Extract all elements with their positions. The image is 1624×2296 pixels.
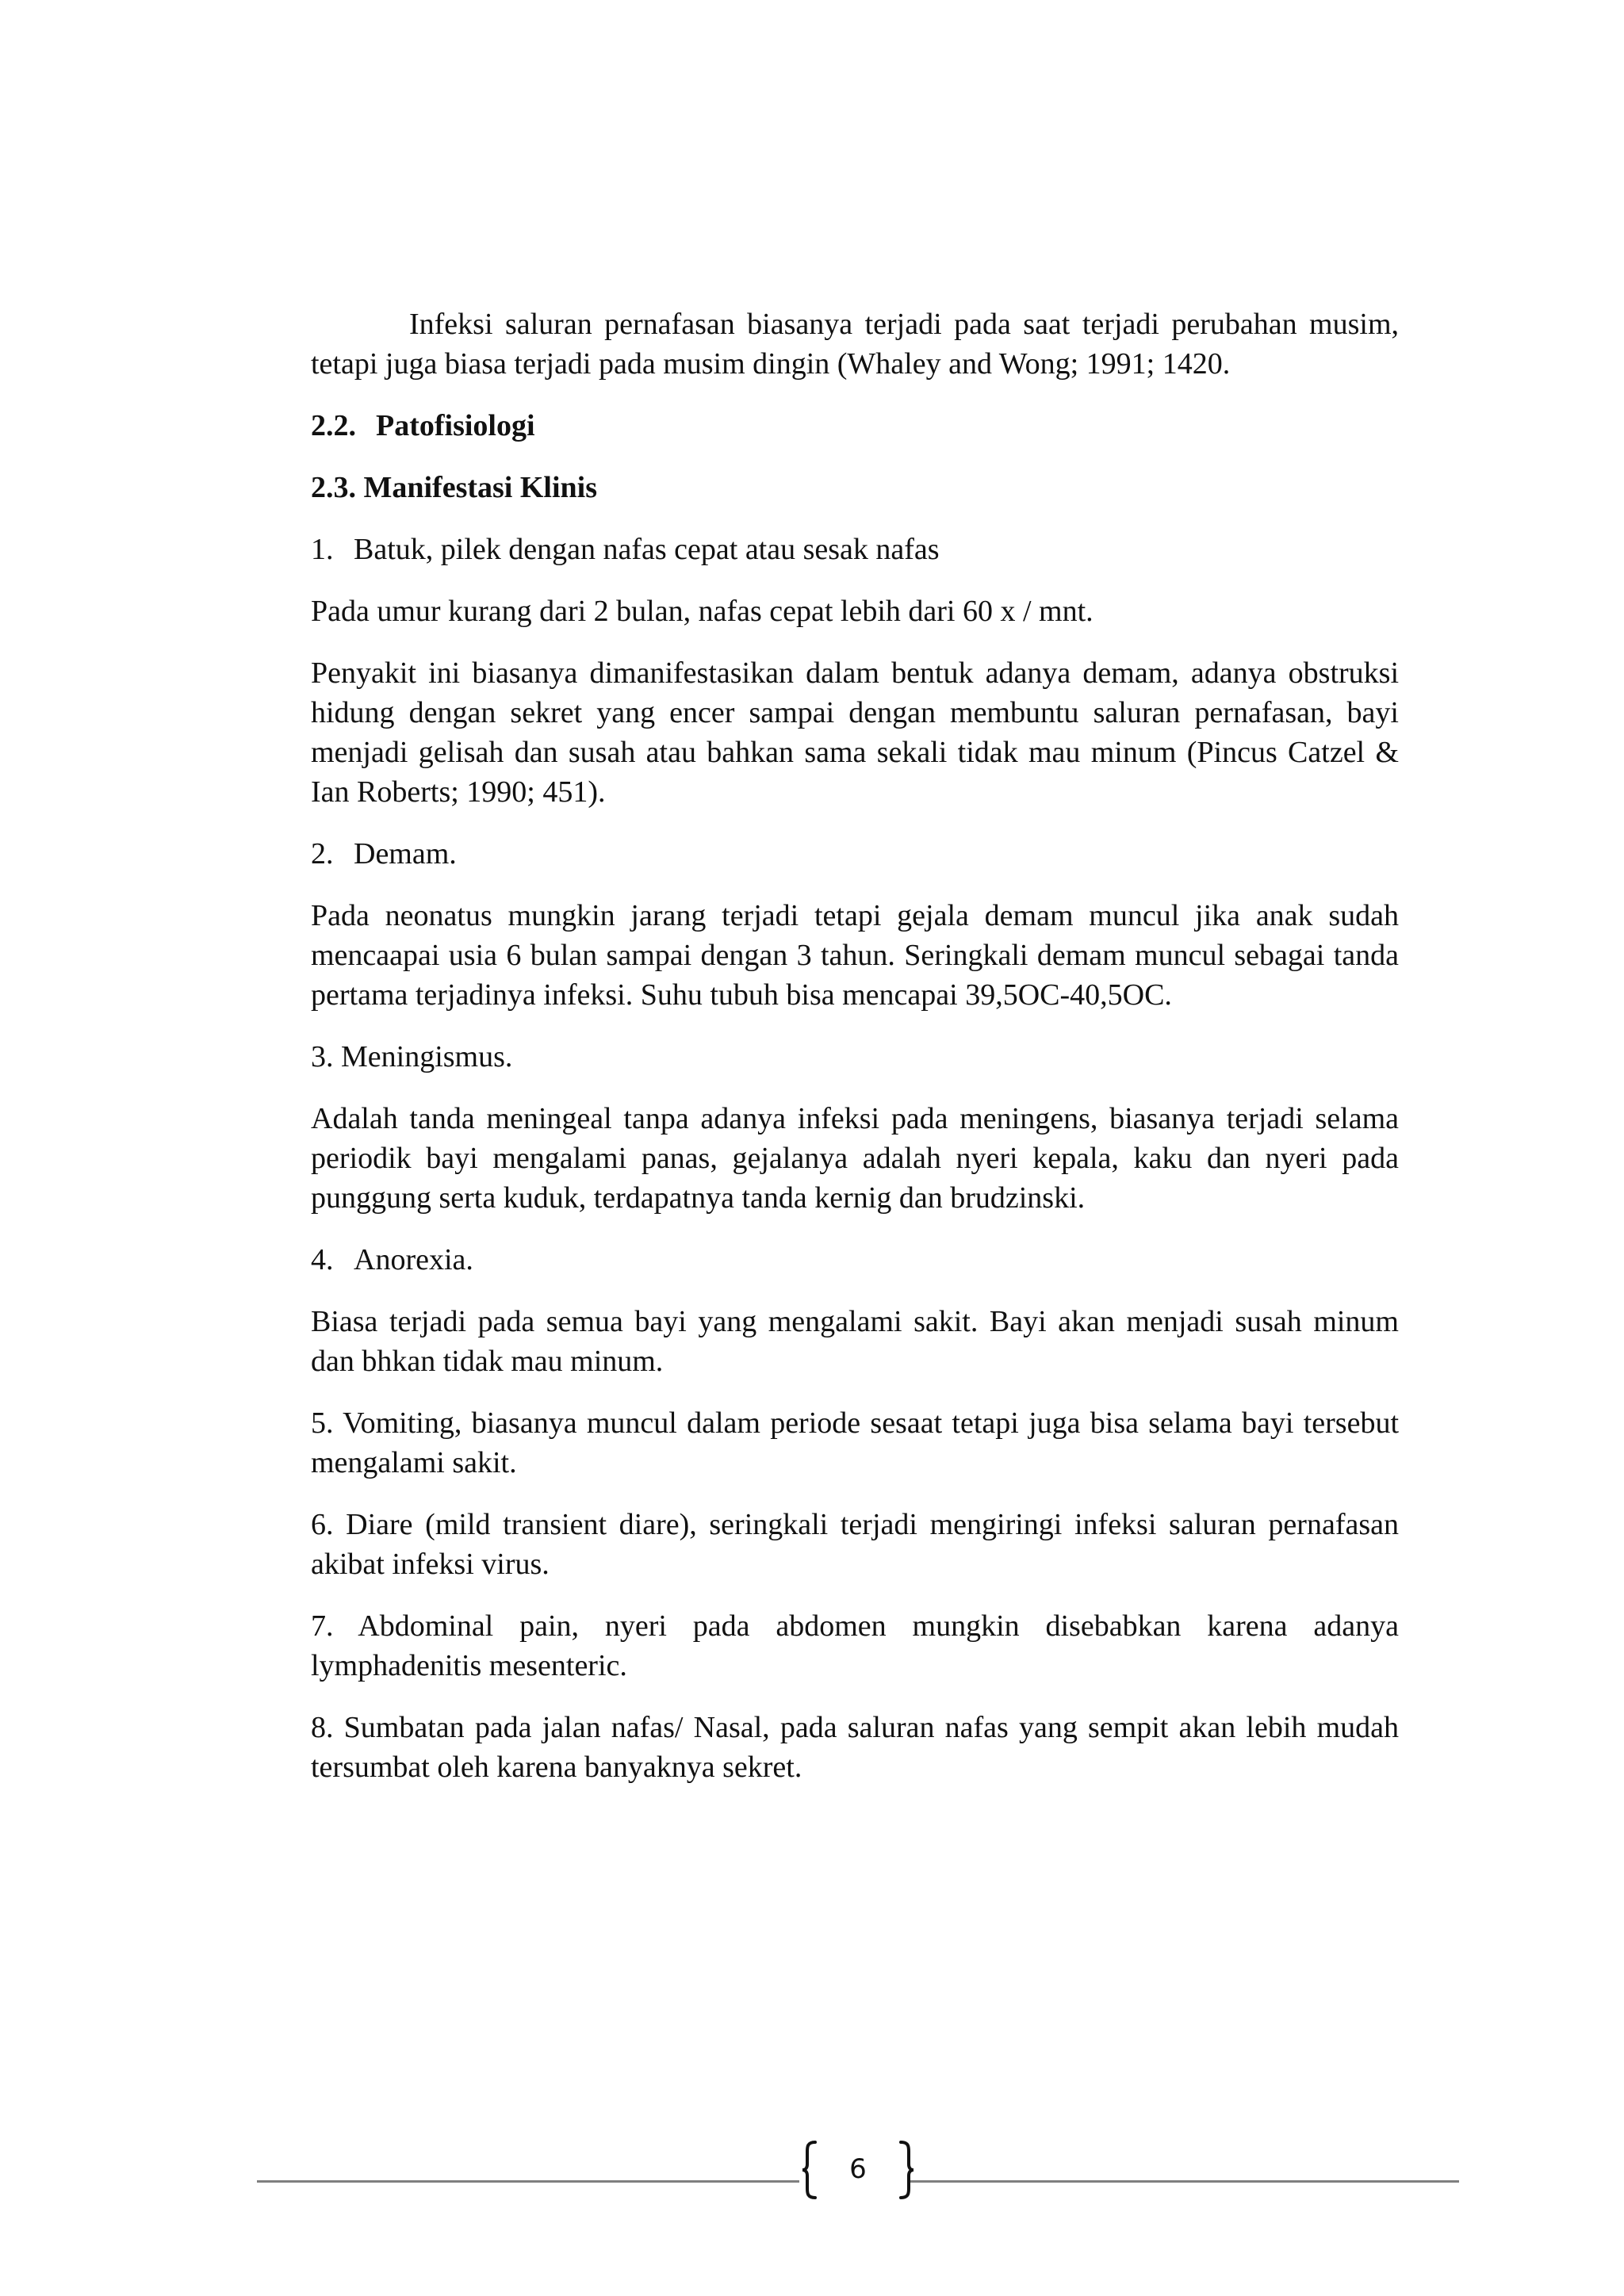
item-title: Anorexia. [354, 1243, 473, 1276]
section-number: 2.2. [311, 409, 356, 442]
page-content [311, 304, 1399, 1809]
page-footer [257, 2141, 1459, 2204]
item-number: 4. [311, 1243, 334, 1276]
item-4-paragraph: Biasa terjadi pada semua bayi yang mengalami sakit. Bayi akan menjadi susah minum dan bhkan tidak mau minum. [311, 1305, 1399, 1378]
item-3-paragraph: Adalah tanda meningeal tanpa adanya infeksi pada meningens, biasanya terjadi selama periodik bayi mengalami panas, gejalanya adalah nyeri kepala, kaku dan nyeri pada punggung serta kuduk, terdapatnya tanda kernig dan brudzinski. [311, 1102, 1399, 1215]
list-item-1 [311, 530, 1399, 569]
right-bracket-icon [898, 2141, 915, 2199]
list-item-6: 6. Diare (mild transient diare), seringkali terjadi mengiringi infeksi saluran pernafasan akibat infeksi virus. [311, 1508, 1399, 1581]
item-number: 2. [311, 837, 334, 871]
section-heading-manifestasi [311, 468, 1399, 507]
footer-rule-left [257, 2180, 799, 2183]
section-heading-patofisiologi [311, 406, 1399, 446]
item-1-paragraph-1: Pada umur kurang dari 2 bulan, nafas cepat lebih dari 60 x / mnt. [311, 595, 1094, 628]
item-number: 1. [311, 533, 334, 566]
item-title: Batuk, pilek dengan nafas cepat atau sesak nafas [354, 533, 940, 566]
item-number: 3. [311, 1040, 334, 1073]
list-item-8: 8. Sumbatan pada jalan nafas/ Nasal, pada saluran nafas yang sempit akan lebih mudah tersumbat oleh karena banyaknya sekret. [311, 1711, 1399, 1784]
list-item-4 [311, 1240, 1399, 1280]
section-title: Patofisiologi [376, 409, 535, 442]
section-number: 2.3. [311, 471, 356, 504]
item-1-paragraph-2: Penyakit ini biasanya dimanifestasikan dalam bentuk adanya demam, adanya obstruksi hidung dengan sekret yang encer sampai dengan membuntu saluran pernafasan, bayi menjadi gelisah dan susah atau bahkan sama sekali tidak mau minum (Pincus Catzel & Ian Roberts; 1990; 451). [311, 656, 1399, 809]
list-item-3 [311, 1037, 1399, 1077]
item-title: Meningismus. [341, 1040, 513, 1073]
list-item-2 [311, 834, 1399, 874]
item-title: Demam. [354, 837, 457, 871]
list-item-7: 7. Abdominal pain, nyeri pada abdomen mungkin disebabkan karena adanya lymphadenitis mesenteric. [311, 1609, 1399, 1682]
left-bracket-icon [801, 2141, 818, 2199]
item-2-paragraph: Pada neonatus mungkin jarang terjadi tetapi gejala demam muncul jika anak sudah mencaapai usia 6 bulan sampai dengan 3 tahun. Seringkali demam muncul sebagai tanda pertama terjadinya infeksi. Suhu tubuh bisa mencapai 39,5OC-40,5OC. [311, 899, 1399, 1012]
list-item-5: 5. Vomiting, biasanya muncul dalam periode sesaat tetapi juga bisa selama bayi tersebut mengalami sakit. [311, 1406, 1399, 1479]
page-number: 6 [849, 2153, 867, 2185]
footer-rule-right [910, 2180, 1459, 2183]
section-title: Manifestasi Klinis [363, 471, 598, 504]
intro-paragraph: Infeksi saluran pernafasan biasanya terjadi pada saat terjadi perubahan musim, tetapi juga biasa terjadi pada musim dingin (Whaley and Wong; 1991; 1420. [311, 308, 1399, 381]
